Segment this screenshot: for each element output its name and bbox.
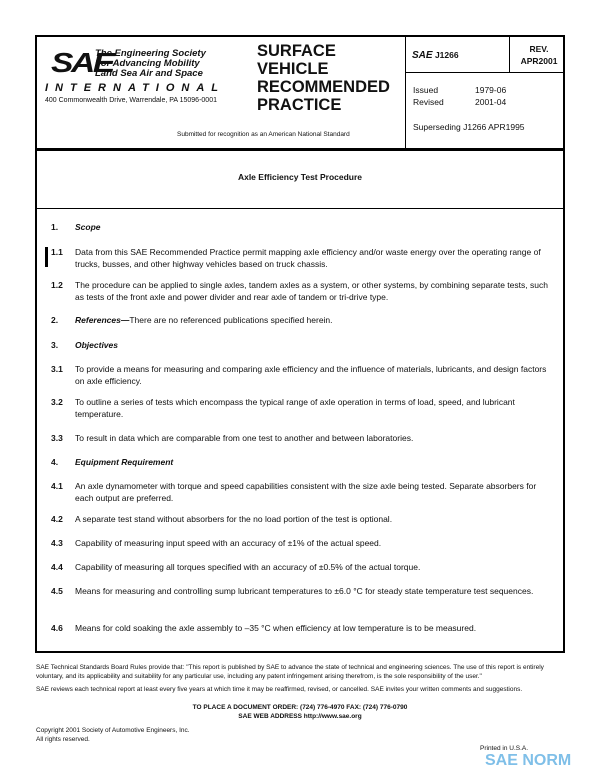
rev-label: REV. — [529, 44, 549, 54]
section-number: 1.2 — [51, 280, 63, 290]
section-text: Capability of measuring all torques specified with an accuracy of ±0.5% of the actual torque. — [75, 562, 421, 572]
section-number: 4. — [51, 457, 59, 467]
doc-number — [412, 50, 459, 61]
review-notice: SAE reviews each technical report at least every five years at which time it may be reaffirmed, revised, or cancelled. SAE invites your written comments and suggestions. — [36, 686, 523, 693]
section-number: 4.3 — [51, 538, 63, 548]
society-tagline — [95, 49, 206, 79]
web-address: SAE WEB ADDRESS http://www.sae.org — [238, 713, 362, 720]
section-number: 4.5 — [51, 586, 63, 596]
section-number: 4.1 — [51, 481, 63, 491]
document-frame — [35, 35, 565, 653]
section-text: An axle dynamometer with torque and speed capabilities consistent with the size axle being tested. Separate absorbers for each output are preferred. — [75, 481, 537, 503]
section-number: 4.6 — [51, 623, 63, 633]
section-number: 1. — [51, 222, 59, 232]
section-number: 3.2 — [51, 397, 63, 407]
issued-value: 1979-06 — [475, 85, 507, 95]
doc-type-line: PRACTICE — [257, 96, 342, 114]
section-text: Data from this SAE Recommended Practice permit mapping axle efficiency and/or waste energy over the operating range of trucks, busses, and other highway vehicles based on truck chassis. — [75, 247, 541, 269]
divider — [405, 37, 406, 150]
section-text: The procedure can be applied to single axles, tandem axles as a system, or other systems, by combining separate tests, such as tests of the front axle and power divider and rear axle of tandem or tri-drive type. — [75, 280, 548, 302]
divider — [509, 37, 510, 72]
rights: All rights reserved. — [36, 736, 90, 743]
section-text: Means for cold soaking the axle assembly to –35 °C when efficiency at low temperature is to be measured. — [75, 623, 477, 633]
section-text: To provide a means for measuring and comparing axle efficiency and the influence of materials, lubricants, and design factors on axle efficiency. — [75, 364, 547, 386]
section-text: To result in data which are comparable from one test to another and between laboratories. — [75, 433, 414, 443]
doc-type-line: SURFACE — [257, 42, 336, 60]
section-text: Equipment Requirement — [75, 457, 174, 467]
section-number: 3.3 — [51, 433, 63, 443]
copyright: Copyright 2001 Society of Automotive Engineers, Inc. — [36, 727, 190, 734]
revision — [515, 43, 563, 67]
sae-small-logo: SAE — [412, 50, 433, 61]
section-lead: References— — [75, 315, 130, 325]
doc-type-line: VEHICLE — [257, 60, 329, 78]
divider — [37, 150, 563, 151]
section-number: 1.1 — [51, 247, 63, 257]
section-text — [75, 315, 551, 327]
divider — [37, 208, 563, 209]
sae-logo: SAE — [51, 47, 113, 78]
document-type — [257, 42, 390, 114]
tagline-line: For Advancing Mobility — [95, 58, 200, 69]
section-number: 4.2 — [51, 514, 63, 524]
doc-number-value: J1266 — [434, 50, 459, 60]
printed: Printed in U.S.A. — [480, 745, 529, 752]
address: 400 Commonwealth Drive, Warrendale, PA 15096-0001 — [45, 97, 217, 104]
section-number: 3.1 — [51, 364, 63, 374]
document-header — [37, 37, 563, 150]
revision-bar — [45, 247, 48, 267]
rev-value: APR2001 — [520, 56, 558, 66]
section-number: 4.4 — [51, 562, 63, 572]
section-text: To outline a series of tests which encompass the typical range of axle operation in terms of load, speed, and lubricant temperature. — [75, 397, 515, 419]
tagline-line: The Engineering Society — [95, 48, 206, 59]
section-text: Means for measuring and controlling sump lubricant temperatures to ±6.0 °C for steady state temperature test sequences. — [75, 586, 534, 596]
divider — [405, 72, 563, 73]
order-info: TO PLACE A DOCUMENT ORDER: (724) 776-4970 FAX: (724) 776-0790 — [192, 704, 408, 711]
revised-label: Revised — [413, 97, 444, 107]
doc-type-line: RECOMMENDED — [257, 78, 390, 96]
revised-value: 2001-04 — [475, 97, 507, 107]
tagline-line: Land Sea Air and Space — [95, 68, 203, 79]
section-text: Objectives — [75, 340, 118, 350]
rules-notice: SAE Technical Standards Board Rules provide that: "This report is published by SAE to advance the state of technical and engineering sciences. The use of this report is entirely voluntary, and its applicability and suitability for any particular use, including any patent infringement arising therefrom, is the sole responsibility of the user." — [36, 664, 544, 680]
section-text: Capability of measuring input speed with an accuracy of ±1% of the actual speed. — [75, 538, 382, 548]
issued-label: Issued — [413, 85, 439, 95]
superseding: Superseding J1266 APR1995 — [413, 122, 525, 132]
international-label: INTERNATIONAL — [45, 82, 226, 94]
section-text: A separate test stand without absorbers for the no load portion of the test is optional. — [75, 514, 393, 524]
section-number: 3. — [51, 340, 59, 350]
watermark-logo: SAE NORM — [485, 752, 572, 769]
section-number: 2. — [51, 315, 59, 325]
section-text: Scope — [75, 222, 101, 232]
document-title: Axle Efficiency Test Procedure — [237, 172, 363, 182]
ansi-note: Submitted for recognition as an American National Standard — [177, 131, 350, 138]
section-body: There are no referenced publications specified herein. — [129, 315, 333, 325]
